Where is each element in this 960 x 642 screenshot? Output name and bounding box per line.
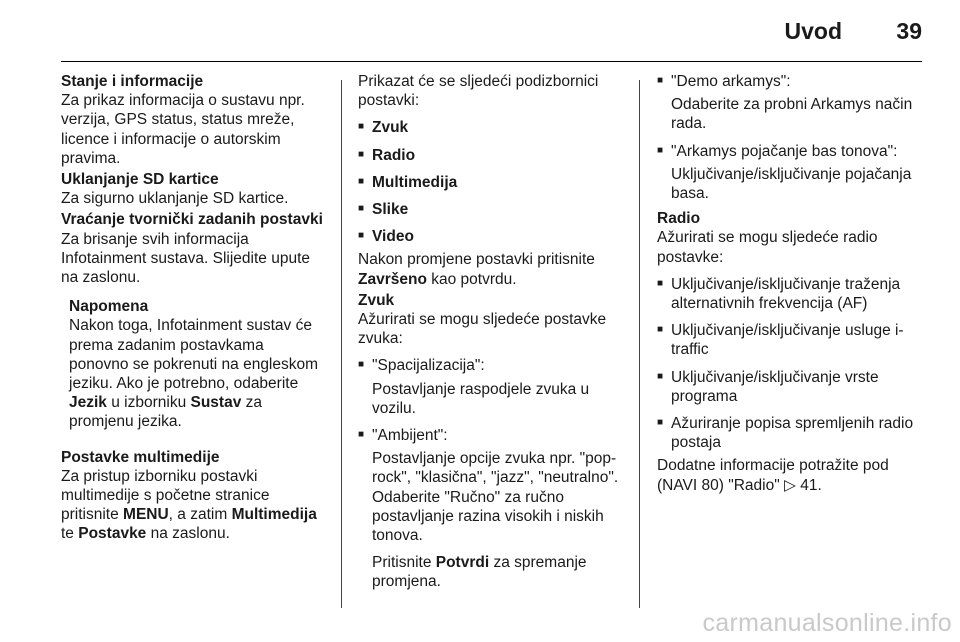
heading-factory-reset: Vraćanje tvornički zadanih postavki bbox=[61, 211, 323, 229]
paragraph: Za pristup izborniku postavki multimedije s početne stranice pritisnite MENU, a zatim Multimedija te Postavke na zaslonu. bbox=[61, 467, 317, 543]
list-item-detail: Postavljanje raspodjele zvuka u vozilu. bbox=[372, 380, 590, 417]
heading-zvuk: Zvuk bbox=[358, 291, 395, 309]
list-item: ■ Zvuk bbox=[358, 118, 623, 137]
section-title: Uvod bbox=[784, 18, 842, 44]
list-item: ■ "Arkamys pojačanje bas tonova": bbox=[657, 142, 922, 161]
column-3 bbox=[657, 72, 922, 495]
note-title: Napomena bbox=[69, 298, 149, 316]
list-item: ■ Uključivanje/isključivanje usluge i-traffic bbox=[657, 321, 922, 359]
paragraph: Prikazat će se sljedeći podizbornici postavki: bbox=[358, 73, 599, 110]
list-item: ■ Radio bbox=[358, 146, 623, 165]
header-rule bbox=[61, 61, 922, 62]
heading-status: Stanje i informacije bbox=[61, 73, 204, 90]
list-item: ■ Multimedija bbox=[358, 173, 623, 192]
list-item: ■ "Demo arkamys": bbox=[657, 72, 922, 91]
list-item: ■ "Spacijalizacija": bbox=[358, 356, 623, 375]
paragraph: Za brisanje svih informacija Infotainment sustava. Slijedite upute na zaslonu. bbox=[61, 230, 311, 287]
paragraph: Za sigurno uklanjanje SD kartice. bbox=[61, 190, 289, 208]
list-item-detail: Uključivanje/isključivanje pojačanja basa. bbox=[671, 165, 912, 203]
heading-sd-card: Uklanjanje SD kartice bbox=[61, 171, 219, 189]
heading-multimedia-settings: Postavke multimedije bbox=[61, 448, 220, 466]
page-ref[interactable]: 41. bbox=[800, 476, 822, 494]
paragraph: Za prikaz informacija o sustavu npr. verzija, GPS status, status mreže, licence i informacije o autorskim pravima. bbox=[61, 92, 305, 167]
list-item-detail: Pritisnite Potvrdi za spremanje promjena. bbox=[372, 554, 587, 591]
paragraph: Ažurirati se mogu sljedeće postavke zvuka: bbox=[358, 311, 607, 348]
paragraph: Nakon promjene postavki pritisnite Završeno kao potvrdu. bbox=[358, 251, 595, 288]
list-item-detail: Postavljanje opcije zvuka npr. "pop-rock", "klasična", "jazz", "neutralno". Odaberite "Ručno" za ručno postavljanje razina visokih i niskih tonova. bbox=[372, 450, 619, 545]
heading-radio: Radio bbox=[657, 210, 701, 228]
list-item: ■ Ažuriranje popisa spremljenih radio postaja bbox=[657, 414, 922, 452]
list-item: ■ Uključivanje/isključivanje vrste programa bbox=[657, 368, 922, 406]
page-header bbox=[0, 0, 960, 60]
note-box bbox=[61, 297, 326, 431]
paragraph: Ažurirati se mogu sljedeće radio postavke: bbox=[657, 229, 878, 266]
column-1 bbox=[61, 72, 326, 544]
list-item-detail: Odaberite za probni Arkamys način rada. bbox=[671, 96, 913, 133]
column-divider bbox=[341, 80, 342, 608]
paragraph: Dodatne informacije potražite pod (NAVI 80) "Radio" ▷ 41. bbox=[657, 457, 889, 494]
list-item: ■ Video bbox=[358, 227, 623, 246]
column-2 bbox=[358, 72, 623, 592]
page-number: 39 bbox=[896, 18, 922, 44]
page-ref-icon: ▷ bbox=[784, 476, 796, 494]
column-divider bbox=[639, 80, 640, 608]
list-item: ■ Uključivanje/isključivanje traženja alternativnih frekvencija (AF) bbox=[657, 275, 922, 313]
note-text: Nakon toga, Infotainment sustav će prema zadanim postavkama ponovno se pokrenuti na engleskom jeziku. Ako je potrebno, odaberite Jezik u izborniku Sustav za promjenu jezika. bbox=[69, 317, 319, 431]
list-item: ■ "Ambijent": bbox=[358, 426, 623, 445]
watermark: carmanualsonline.info bbox=[702, 609, 952, 637]
list-item: ■ Slike bbox=[358, 200, 623, 219]
